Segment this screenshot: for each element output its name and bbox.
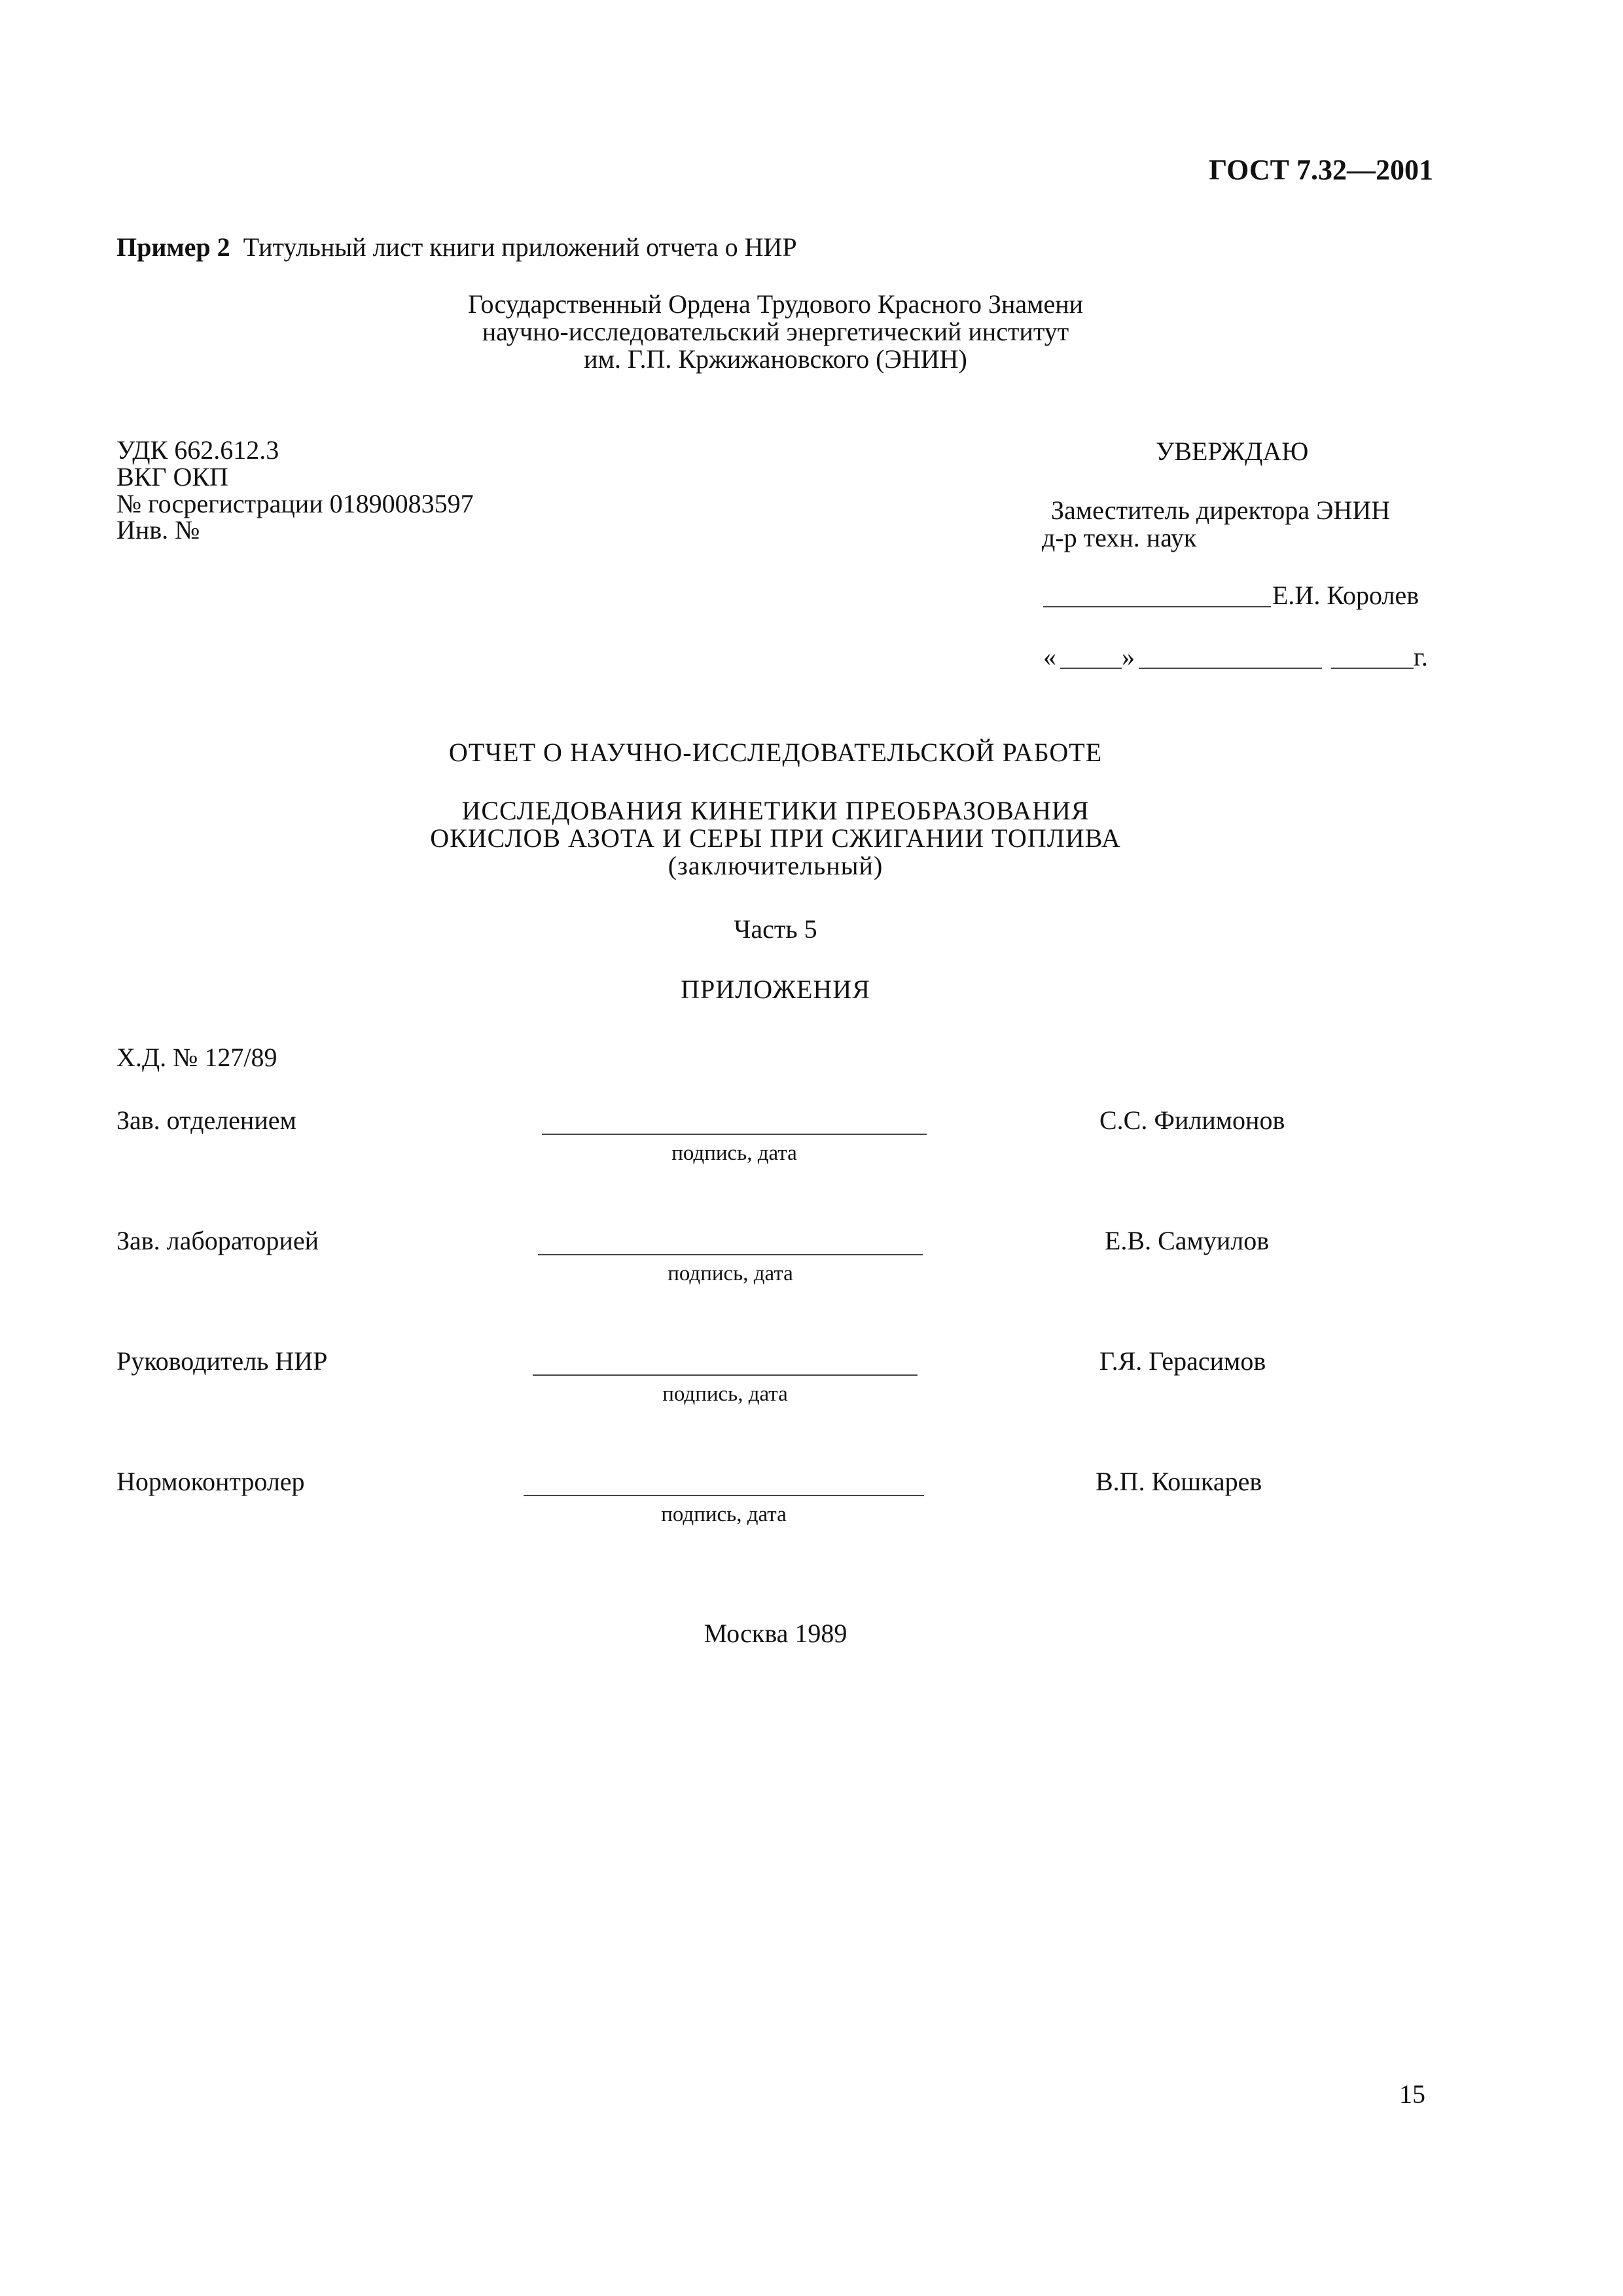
- signatory-role: Зав. отделением: [116, 1105, 296, 1135]
- example-caption: [116, 233, 797, 262]
- page-number: 15: [1399, 2079, 1425, 2109]
- approval-month-line: [1139, 668, 1322, 669]
- signatory-name: В.П. Кошкарев: [1096, 1467, 1262, 1496]
- signature-caption: подпись, дата: [661, 1503, 787, 1526]
- vkg-okp: ВКГ ОКП: [116, 461, 228, 492]
- approver-signature-line: [1043, 606, 1271, 607]
- signature-line: [538, 1254, 923, 1255]
- approval-year-line: [1331, 668, 1414, 669]
- organization-line-3: им. Г.П. Кржижановского (ЭНИН): [584, 344, 967, 374]
- example-label: Пример 2: [116, 232, 230, 262]
- city-year: Москва 1989: [704, 1619, 847, 1648]
- organization-line-2: научно-исследовательский энергетический институт: [482, 317, 1069, 346]
- signatory-name: Е.В. Самуилов: [1105, 1226, 1270, 1255]
- state-registration-number: № госрегистрации 01890083597: [116, 488, 474, 518]
- registration-block: [116, 437, 474, 544]
- signatory-role: Нормоконтролер: [116, 1467, 305, 1496]
- signature-caption: подпись, дата: [662, 1382, 788, 1406]
- signature-caption: подпись, дата: [668, 1262, 793, 1285]
- signatory-role: Руководитель НИР: [116, 1346, 328, 1376]
- organization-line-1: Государственный Ордена Трудового Красного Знамени: [467, 289, 1084, 319]
- approval-date-close-quote: »: [1122, 642, 1135, 672]
- report-title-line-1: ИССЛЕДОВАНИЯ КИНЕТИКИ ПРЕОБРАЗОВАНИЯ: [461, 796, 1090, 825]
- report-part: Часть 5: [734, 914, 817, 944]
- signatory-name: С.С. Филимонов: [1099, 1105, 1285, 1135]
- approval-degree: д-р техн. наук: [1042, 523, 1197, 552]
- signature-line: [524, 1495, 924, 1496]
- organization-block: [0, 291, 1551, 373]
- report-type: ОТЧЕТ О НАУЧНО-ИССЛЕДОВАТЕЛЬСКОЙ РАБОТЕ: [448, 738, 1103, 767]
- signatory-role: Зав. лабораторией: [116, 1226, 319, 1255]
- example-text: Титульный лист книги приложений отчета о НИР: [243, 232, 797, 262]
- udk-code: УДК 662.612.3: [116, 435, 279, 465]
- report-title-line-2: ОКИСЛОВ АЗОТА И СЕРЫ ПРИ СЖИГАНИИ ТОПЛИВА: [430, 823, 1121, 853]
- signature-line: [533, 1374, 918, 1376]
- report-title: [0, 797, 1551, 880]
- approval-date-open-quote: «: [1043, 642, 1056, 672]
- approval-year-suffix: г.: [1414, 642, 1428, 672]
- signatory-name: Г.Я. Герасимов: [1099, 1346, 1266, 1376]
- inventory-number: Инв. №: [116, 515, 200, 545]
- standard-number: ГОСТ 7.32—2001: [1209, 154, 1433, 186]
- report-section: ПРИЛОЖЕНИЯ: [681, 975, 870, 1004]
- signature-line: [542, 1134, 927, 1135]
- signature-caption: подпись, дата: [671, 1141, 797, 1165]
- approval-position: Заместитель директора ЭНИН: [1051, 495, 1391, 525]
- report-stage: (заключительный): [668, 851, 883, 880]
- approval-day-line: [1060, 668, 1122, 669]
- approver-name: Е.И. Королев: [1272, 581, 1419, 610]
- contract-number: Х.Д. № 127/89: [116, 1043, 277, 1072]
- approval-title: УВЕРЖДАЮ: [1156, 437, 1309, 466]
